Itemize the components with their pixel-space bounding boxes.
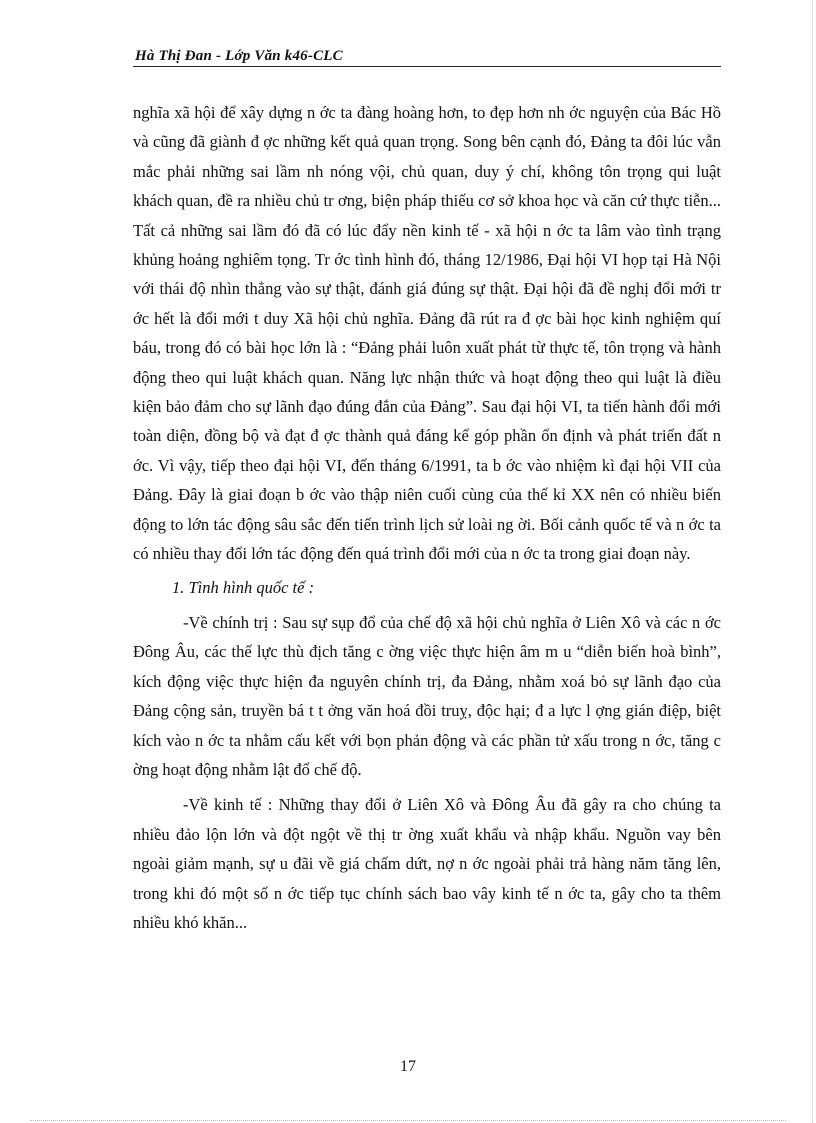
page-number: 17 (400, 1058, 416, 1075)
section-heading: 1. Tình hình quốc tế : (172, 577, 315, 597)
body-paragraph-economy: -Về kinh tế : Những thay đổi ở Liên Xô và Đông Âu đã gây ra cho chúng ta nhiều đảo lộn lớn và đột ngột về thị tr ờng xuất khẩu và nhập khẩu. Nguồn vay bên ngoài giảm mạnh, sự u đãi về giá chấm dứt, nợ n ớc ngoài phải trả hàng năm tăng lên, trong khi đó một số n ớc tiếp tục chính sách bao vây kinh tế n ớc ta, gây cho ta thêm nhiều khó khăn... (133, 795, 721, 932)
page-body (133, 98, 721, 937)
running-header (133, 46, 721, 67)
body-paragraph-politics: -Về chính trị : Sau sự sụp đổ của chế độ xã hội chủ nghĩa ở Liên Xô và các n ớc Đông Âu, các thế lực thù địch tăng c ờng việc thực hiện âm m u “diễn biến hoà bình”, kích động việc thực hiện đa nguyên chính trị, đa Đảng, nhằm xoá bỏ sự lãnh đạo của Đảng cộng sản, truyền bá t t ởng văn hoá đồi truỵ, độc hại; đ a lực l ợng gián điệp, biệt kích vào n ớc ta nhằm cấu kết với bọn phản động và các phần tử xấu trong n ớc, tăng c ờng hoạt động nhằm lật đổ chế độ. (133, 612, 721, 779)
bottom-margin-rule (30, 1120, 786, 1121)
body-paragraph: nghĩa xã hội để xây dựng n ớc ta đàng hoàng hơn, to đẹp hơn nh ớc nguyện của Bác Hồ và cũng đã giành đ ợc những kết quả quan trọng. Song bên cạnh đó, Đảng ta đôi lúc vẫn mắc phải những sai lầm nh nóng vội, chủ quan, duy ý chí, không tôn trọng qui luật khách quan, đề ra nhiều chủ tr ơng, biện pháp thiếu cơ sở khoa học và căn cứ thực tiễn... Tất cả những sai lầm đó đã có lúc đẩy nền kinh tế - xã hội n ớc ta lâm vào tình trạng khủng hoảng nghiêm tọng. Tr ớc tình hình đó, tháng 12/1986, Đại hội VI họp tại Hà Nội với thái độ nhìn thẳng vào sự thật, đánh giá đúng sự thật. Đại hội đã đề nghị đổi mới tr ớc hết là đổi mới t duy Xã hội chủ nghĩa. Đảng đã rút ra đ ợc bài học kinh nghiệm quí báu, trong đó có bài học lớn là : “Đảng phải luôn xuất phát từ thực tế, tôn trọng và hành động theo qui luật khách quan. Năng lực nhận thức và hoạt động theo qui luật là điều kiện bảo đảm cho sự lãnh đạo đúng đắn của Đảng”. Sau đại hội VI, ta tiến hành đổi mới toàn diện, đồng bộ và đạt đ ợc thành quả đáng kể góp phần ổn định và phát triển đất n ớc. Vì vậy, tiếp theo đại hội VI, đến tháng 6/1991, ta b ớc vào nhiệm kì đại hội VII của Đảng. Đây là giai đoạn b ớc vào thập niên cuối cùng của thế kỉ XX nên có nhiều biến động to lớn tác động sâu sắc đến tiến trình lịch sử loài ng ời. Bối cảnh quốc tế và n ớc ta có nhiều thay đổi lớn tác động đến quá trình đổi mới của n ớc ta trong giai đoạn này. (133, 103, 721, 564)
right-margin-rule (812, 0, 813, 1123)
header-author-class: Hà Thị Đan - Lớp Văn k46-CLC (135, 48, 343, 64)
